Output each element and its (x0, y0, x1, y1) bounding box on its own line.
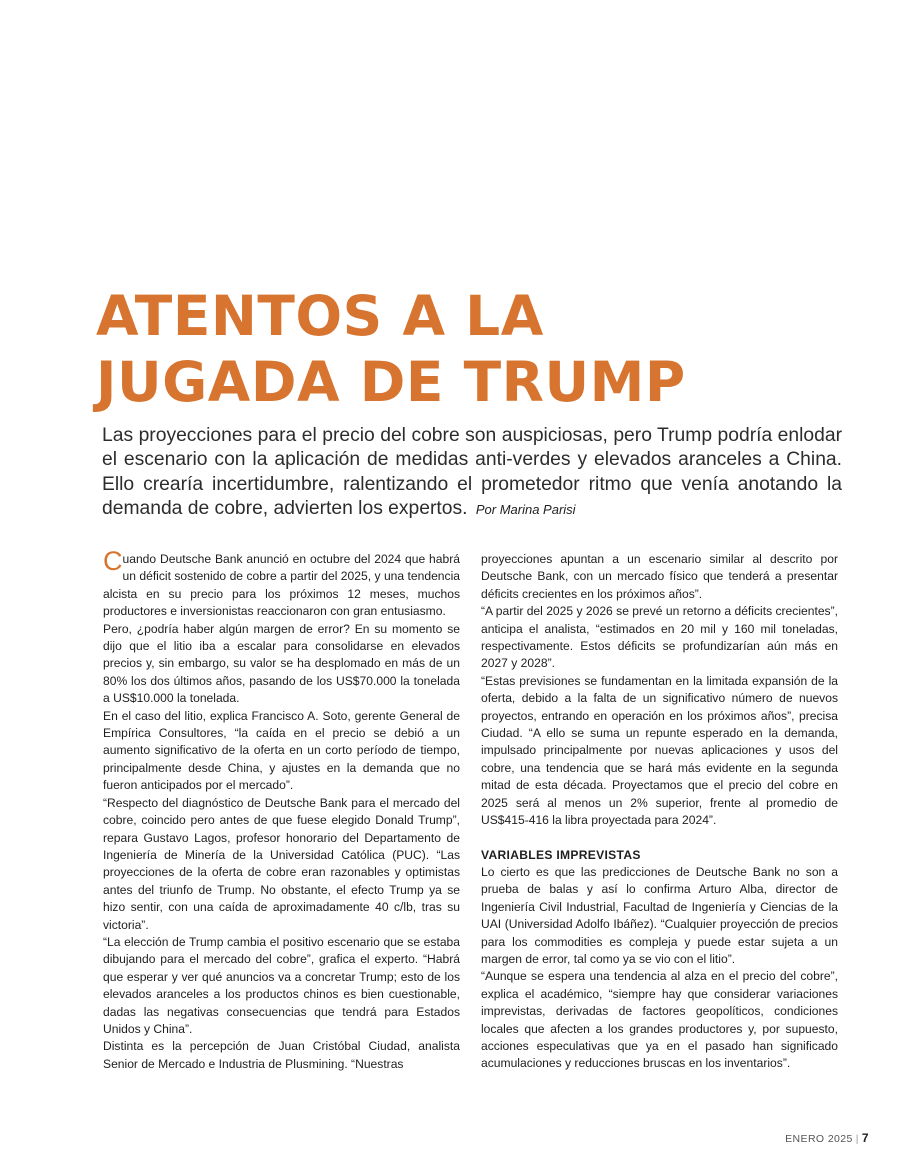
paragraph-text: uando Deutsche Bank anunció en octubre del 2024 que habrá un déficit sostenido de cobre a partir del 2025, y una tendencia alcista en su precio para los próximos 12 meses, muchos productores e inversionistas reaccionaron con gran entusiasmo. (103, 552, 460, 619)
paragraph: Lo cierto es que las predicciones de Deutsche Bank no son a prueba de balas y así lo confirma Arturo Alba, director de Ingeniería Civil Industrial, Facultad de Ingeniería y Ciencias de la UAI (Universidad Adolfo Ibáñez). “Cualquier proyección de precios para los commodities es compleja y puede estar sujeta a un margen de error, tal como ya se vio con el litio”. (481, 864, 838, 966)
article-title-line-1: ATENTOS A LA (96, 284, 544, 348)
paragraph: Pero, ¿podría haber algún margen de error? En su momento se dijo que el litio iba a escalar para consolidarse en elevados precios y, sin embargo, su valor se ha desplomado en más de un 80% los dos últimos años, pasando de los US$70.000 la tonelada a US$10.000 la tonelada. (103, 621, 460, 706)
paragraph (103, 546, 460, 621)
article-title-line-2: JUGADA DE TRUMP (96, 350, 686, 414)
paragraph: Distinta es la percepción de Juan Cristóbal Ciudad, analista Senior de Mercado e Industria de Plusmining. “Nuestras (103, 1039, 460, 1071)
right-column (481, 551, 838, 1073)
article-title (96, 283, 856, 415)
footer-separator: | (855, 1133, 859, 1145)
paragraph: “Aunque se espera una tendencia al alza en el precio del cobre”, explica el académico, “siempre hay que considerar variaciones imprevistas, derivadas de factores geopolíticos, condiciones locales que afecten a los grandes productores y, por supuesto, acciones especulativas que ya en el pasado han significado acumulaciones y reducciones bruscas en los inventarios”. (481, 969, 838, 1071)
byline: Por Marina Parisi (475, 502, 576, 518)
left-column (103, 546, 460, 1073)
issue-date: ENERO 2025 (785, 1133, 853, 1145)
page-number: 7 (861, 1131, 869, 1145)
paragraph: proyecciones apuntan a un escenario similar al descrito por Deutsche Bank, con un mercado físico que tenderá a presentar déficits crecientes en los próximos años”. (481, 552, 838, 601)
paragraph: “Respecto del diagnóstico de Deutsche Bank para el mercado del cobre, coincido pero antes de que fuese elegido Donald Trump”, repara Gustavo Lagos, profesor honorario del Departamento de Ingeniería de Minería de la Universidad Católica (PUC). “Las proyecciones de la oferta de cobre eran razonables y optimistas antes del triunfo de Trump. No obstante, el efecto Trump ya se hizo sentir, con una caída de aproximadamente 40 c/lb, tras su victoria”. (103, 795, 460, 932)
page-footer (785, 1131, 869, 1145)
article-deck (102, 424, 842, 523)
paragraph: “A partir del 2025 y 2026 se prevé un retorno a déficits crecientes”, anticipa el analista, “estimados en 20 mil y 160 mil toneladas, respectivamente. Estos déficits se profundizarían aún más en 2027 y 2028”. (481, 604, 838, 671)
paragraph: “La elección de Trump cambia el positivo escenario que se estaba dibujando para el mercado del cobre”, grafica el experto. “Habrá que esperar y ver qué anuncios va a concretar Trump; esto de los elevados aranceles a los productos chinos es bien cuestionable, dadas las negativas consecuencias que tendrá para Estados Unidos y China”. (103, 934, 460, 1036)
deck-text: Las proyecciones para el precio del cobre son auspiciosas, pero Trump podría enlodar el escenario con la aplicación de medidas anti-verdes y elevados aranceles a China. Ello crearía incertidumbre, ralentizando el prometedor ritmo que venía anotando la demanda de cobre, advierten los expertos. (102, 425, 842, 520)
paragraph: En el caso del litio, explica Francisco A. Soto, gerente General de Empírica Consultores, “la caída en el precio se debió a un aumento significativo de la oferta en un corto período de tiempo, principalmente desde China, y ajustes en la demanda que no fueron anticipados por el mercado”. (103, 708, 460, 793)
drop-cap: C (103, 546, 123, 576)
section-subhead: VARIABLES IMPREVISTAS (481, 847, 641, 862)
paragraph: “Estas previsiones se fundamentan en la limitada expansión de la oferta, debido a la falta de un significativo número de nuevos proyectos, entrando en operación en los próximos años”, precisa Ciudad. “A ello se suma un repunte esperado en la demanda, impulsado principalmente por nuevas aplicaciones y usos del cobre, una tendencia que se hará más evidente en la segunda mitad de esta década. Proyectamos que el precio del cobre en 2025 será al menos un 2% superior, frente al promedio de US$415-416 la libra proyectada para 2024”. (481, 673, 838, 828)
